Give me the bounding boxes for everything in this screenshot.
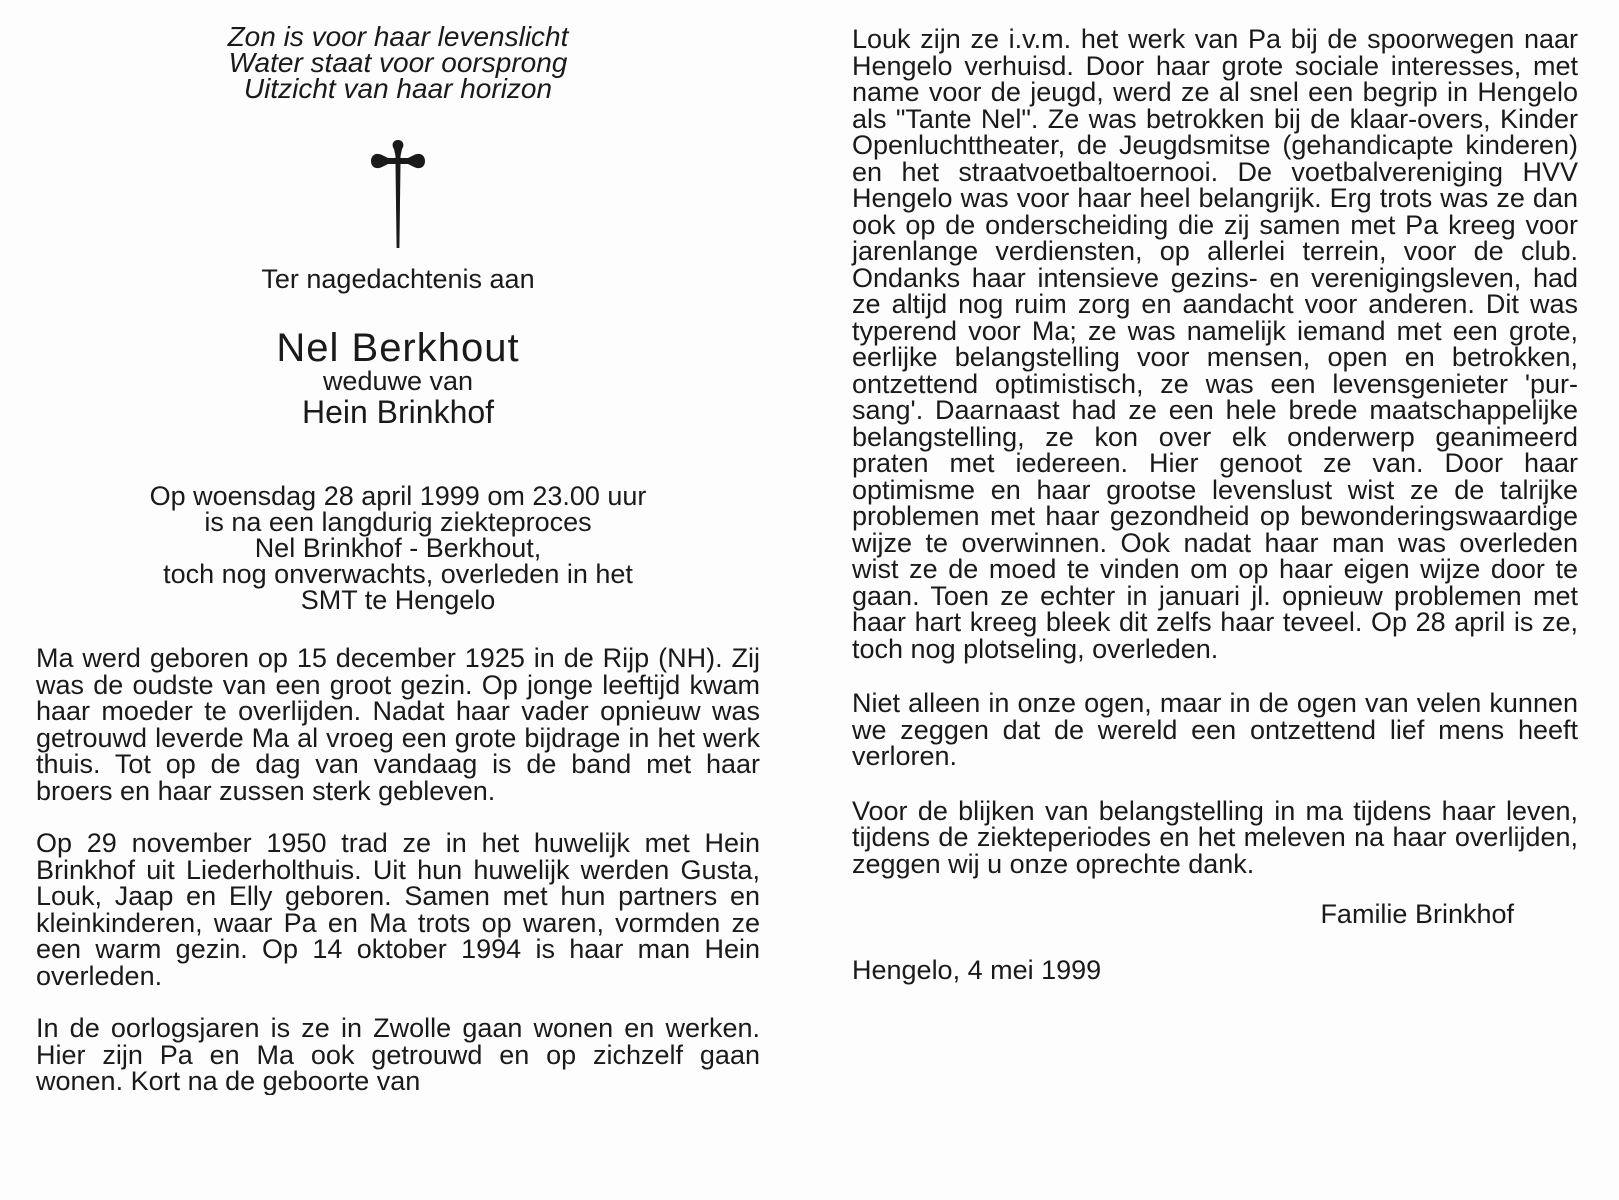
poem [36,21,760,104]
thanks-paragraph: Voor de blijken van belangstelling in ma tijdens haar leven, tijdens de ziekteperiodes en het meleven na haar overlijden, zeggen wij u onze oprechte dank. [852,795,1578,879]
memorial-intro: Ter nagedachtenis aan [261,264,535,294]
death-announcement [36,483,760,613]
closing-paragraph: Niet alleen in onze ogen, maar in de ogen van velen kunnen we zeggen dat de wereld een ontzettend lief mens heeft verloren. [852,688,1578,771]
announcement-line: toch nog onverwachts, overleden in het [163,559,633,589]
left-column [36,0,760,1095]
cross-icon [368,138,428,250]
place-date: Hengelo, 4 mei 1999 [852,955,1102,985]
deceased-name: Nel Berkhout [276,326,520,370]
poem-line: Uitzicht van haar horizon [243,73,553,104]
biography-paragraph: In de oorlogsjaren is ze in Zwolle gaan wonen en werken. Hier zijn Pa en Ma ook getrouwd en op zichzelf gaan wonen. Kort na de geboorte van [36,1015,760,1095]
announcement-line: is na een langdurig ziekteproces [204,507,592,537]
right-column [852,0,1578,985]
husband-name: Hein Brinkhof [301,394,495,430]
poem-line: Water staat voor oorsprong [228,47,568,78]
biography-paragraph: Louk zijn ze i.v.m. het werk van Pa bij de spoorwegen naar Hengelo verhuisd. Door haar grote sociale interesses, met name voor de jeugd, werd ze al snel een begrip in Hengelo als "Tante Nel". Ze was betrokken bij de klaar-overs, Kinder Openluchttheater, de Jeugdsmitse (gehandicapte kinderen) en het straatvoetbaltoernooi. De voetbalvereniging HVV Hengelo was voor haar heel belangrijk. Erg trots was ze dan ook op de onderscheiding die zij samen met Pa kreeg voor jarenlange verdiensten, op allerlei terrein, voor de club. Ondanks haar intensieve gezins- en verenigingsleven, had ze altijd nog ruim zorg en aandacht voor anderen. Dit was typerend voor Ma; ze was namelijk iemand met een grote, eerlijke belangstelling voor mensen, open en betrokken, ontzettend optimistisch, ze was een levensgenieter 'pur-sang'. Daarnaast had ze een hele brede maatschappelijke belangstelling, ze kon over elk onderwerp geanimeerd praten met iedereen. Hier genoot ze van. Door haar optimisme en haar grootse levenslust wist ze de talrijke problemen met haar gezondheid op bewonderingswaardige wijze te overwinnen. Ook nadat haar man was overleden wist ze de moed te vinden om op haar eigen wijze door te gaan. Toen ze echter in januari jl. opnieuw problemen met haar hart kreeg bleek dit zelfs haar teveel. Op 28 april is ze, toch nog plotseling, overleden. [852,24,1578,664]
announcement-line: Op woensdag 28 april 1999 om 23.00 uur [149,481,647,511]
relation-label: weduwe van [322,366,474,396]
announcement-line: SMT te Hengelo [300,585,496,615]
biography-paragraph: Ma werd geboren op 15 december 1925 in de Rijp (NH). Zij was de oudste van een groot gezin. Op jonge leeftijd kwam haar moeder te overlijden. Nadat haar vader opnieuw was getrouwd leverde Ma al vroeg een grote bijdrage in het werk thuis. Tot op de dag van vandaag is de band met haar broers en haar zussen sterk gebleven. [36,643,760,806]
family-signature: Familie Brinkhof [1320,899,1514,929]
poem-line: Zon is voor haar levenslicht [227,21,569,52]
biography-paragraph: Op 29 november 1950 trad ze in het huwelijk met Hein Brinkhof uit Liederholthuis. Uit hun huwelijk werden Gusta, Louk, Jaap en Elly geboren. Samen met hun partners en kleinkinderen, waar Pa en Ma trots op waren, vormden ze een warm gezin. Op 14 oktober 1994 is haar man Hein overleden. [36,828,760,991]
announcement-line: Nel Brinkhof - Berkhout, [254,533,542,563]
